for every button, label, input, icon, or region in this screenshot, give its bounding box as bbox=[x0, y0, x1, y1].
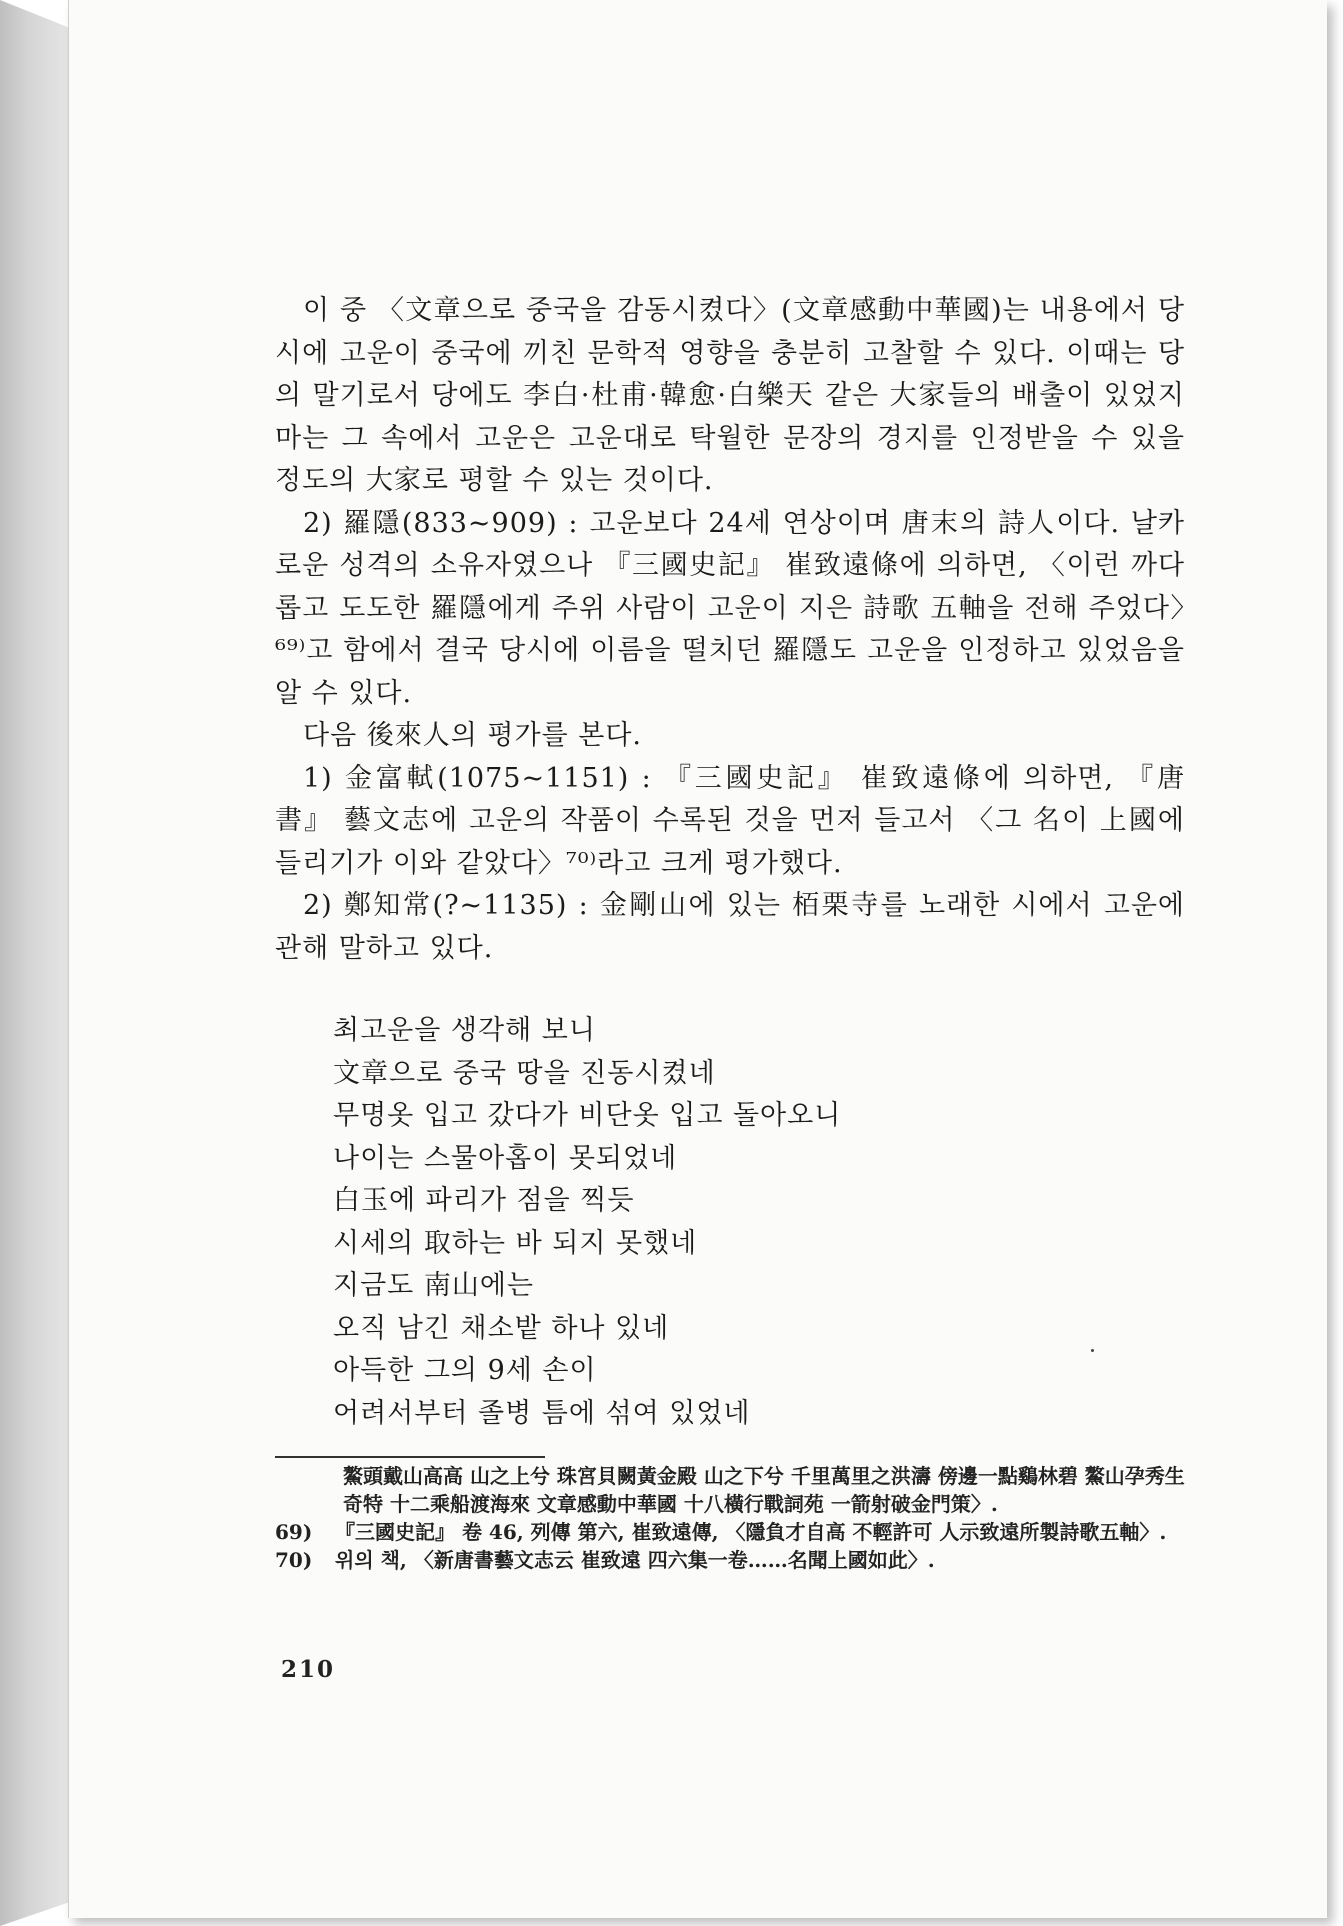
poem-line: 최고운을 생각해 보니 bbox=[333, 1015, 596, 1046]
footnote bbox=[275, 1546, 1185, 1574]
poem-line: 어려서부터 졸병 틈에 섞여 있었네 bbox=[333, 1397, 751, 1429]
poem-block bbox=[333, 1010, 1185, 1435]
poem-line: 오직 남긴 채소밭 하나 있네 bbox=[333, 1312, 670, 1344]
paragraph: 2) 鄭知常(?~1135) : 金剛山에 있는 栢栗寺를 노래한 시에서 고운에 관해 말하고 있다. bbox=[275, 890, 1185, 964]
footnote-text: 『三國史記』 卷 46, 列傳 第六, 崔致遠傳, 〈隱負才自高 不輕許可 人示致遠所製詩歌五軸〉. bbox=[335, 1520, 1167, 1544]
speck bbox=[1091, 1349, 1094, 1352]
book-spine-edge bbox=[0, 0, 70, 1926]
paragraph: 다음 後來人의 평가를 본다. bbox=[303, 720, 642, 751]
poem-line: 지금도 南山에는 bbox=[333, 1270, 534, 1301]
paragraph: 1) 金富軾(1075~1151) : 『三國史記』 崔致遠條에 의하면, 『唐書』 藝文志에 고운의 작품이 수록된 것을 먼저 들고서 〈그 名이 上國에 들리기가 이와 같았다〉⁷⁰⁾라고 크게 평가했다. bbox=[275, 762, 1185, 879]
footnote-continuation: 鰲頭戴山高高 山之上兮 珠宮貝闕黃金殿 山之下兮 千里萬里之洪濤 傍邊一點鷄林碧 鰲山孕秀生奇特 十二乘船渡海來 文章感動中華國 十八橫行戰詞苑 一箭射破金門策〉. bbox=[343, 1464, 1185, 1516]
main-text bbox=[275, 290, 1185, 1435]
poem-line: 시세의 取하는 바 되지 못했네 bbox=[333, 1227, 698, 1259]
footnote-divider bbox=[275, 1456, 545, 1458]
footnote bbox=[275, 1518, 1185, 1546]
footnote-text: 위의 책, 〈新唐書藝文志云 崔致遠 四六集一卷……名聞上國如此〉. bbox=[335, 1548, 935, 1572]
footnote-number: 69) bbox=[275, 1520, 313, 1544]
poem-line: 文章으로 중국 땅을 진동시켰네 bbox=[333, 1057, 716, 1089]
poem-line: 아득한 그의 9세 손이 bbox=[333, 1355, 597, 1386]
poem-line: 나이는 스물아홉이 못되었네 bbox=[333, 1142, 678, 1174]
poem-line: 무명옷 입고 갔다가 비단옷 입고 돌아오니 bbox=[333, 1100, 842, 1131]
paragraph: 이 중 〈文章으로 중국을 감동시켰다〉(文章感動中華國)는 내용에서 당시에 고운이 중국에 끼친 문학적 영향을 충분히 고찰할 수 있다. 이때는 당의 말기로서 당에도 李白·杜甫·韓愈·白樂天 같은 大家들의 배출이 있었지마는 그 속에서 고운은 고운대로 탁월한 문장의 경지를 인정받을 수 있을 정도의 大家로 평할 수 있는 것이다. bbox=[275, 295, 1185, 496]
poem-line: 白玉에 파리가 점을 찍듯 bbox=[333, 1185, 635, 1216]
paragraph: 2) 羅隱(833~909) : 고운보다 24세 연상이며 唐末의 詩人이다. 날카로운 성격의 소유자였으나 『三國史記』 崔致遠條에 의하면, 〈이런 까다롭고 도도한 羅隱에게 주위 사람이 고운이 지은 詩歌 五軸을 전해 주었다〉⁶⁹⁾고 함에서 결국 당시에 이름을 떨치던 羅隱도 고운을 인정하고 있었음을 알 수 있다. bbox=[275, 507, 1185, 709]
page-number: 210 bbox=[281, 1656, 336, 1683]
footnotes bbox=[275, 1462, 1185, 1574]
footnote-number: 70) bbox=[275, 1548, 313, 1572]
